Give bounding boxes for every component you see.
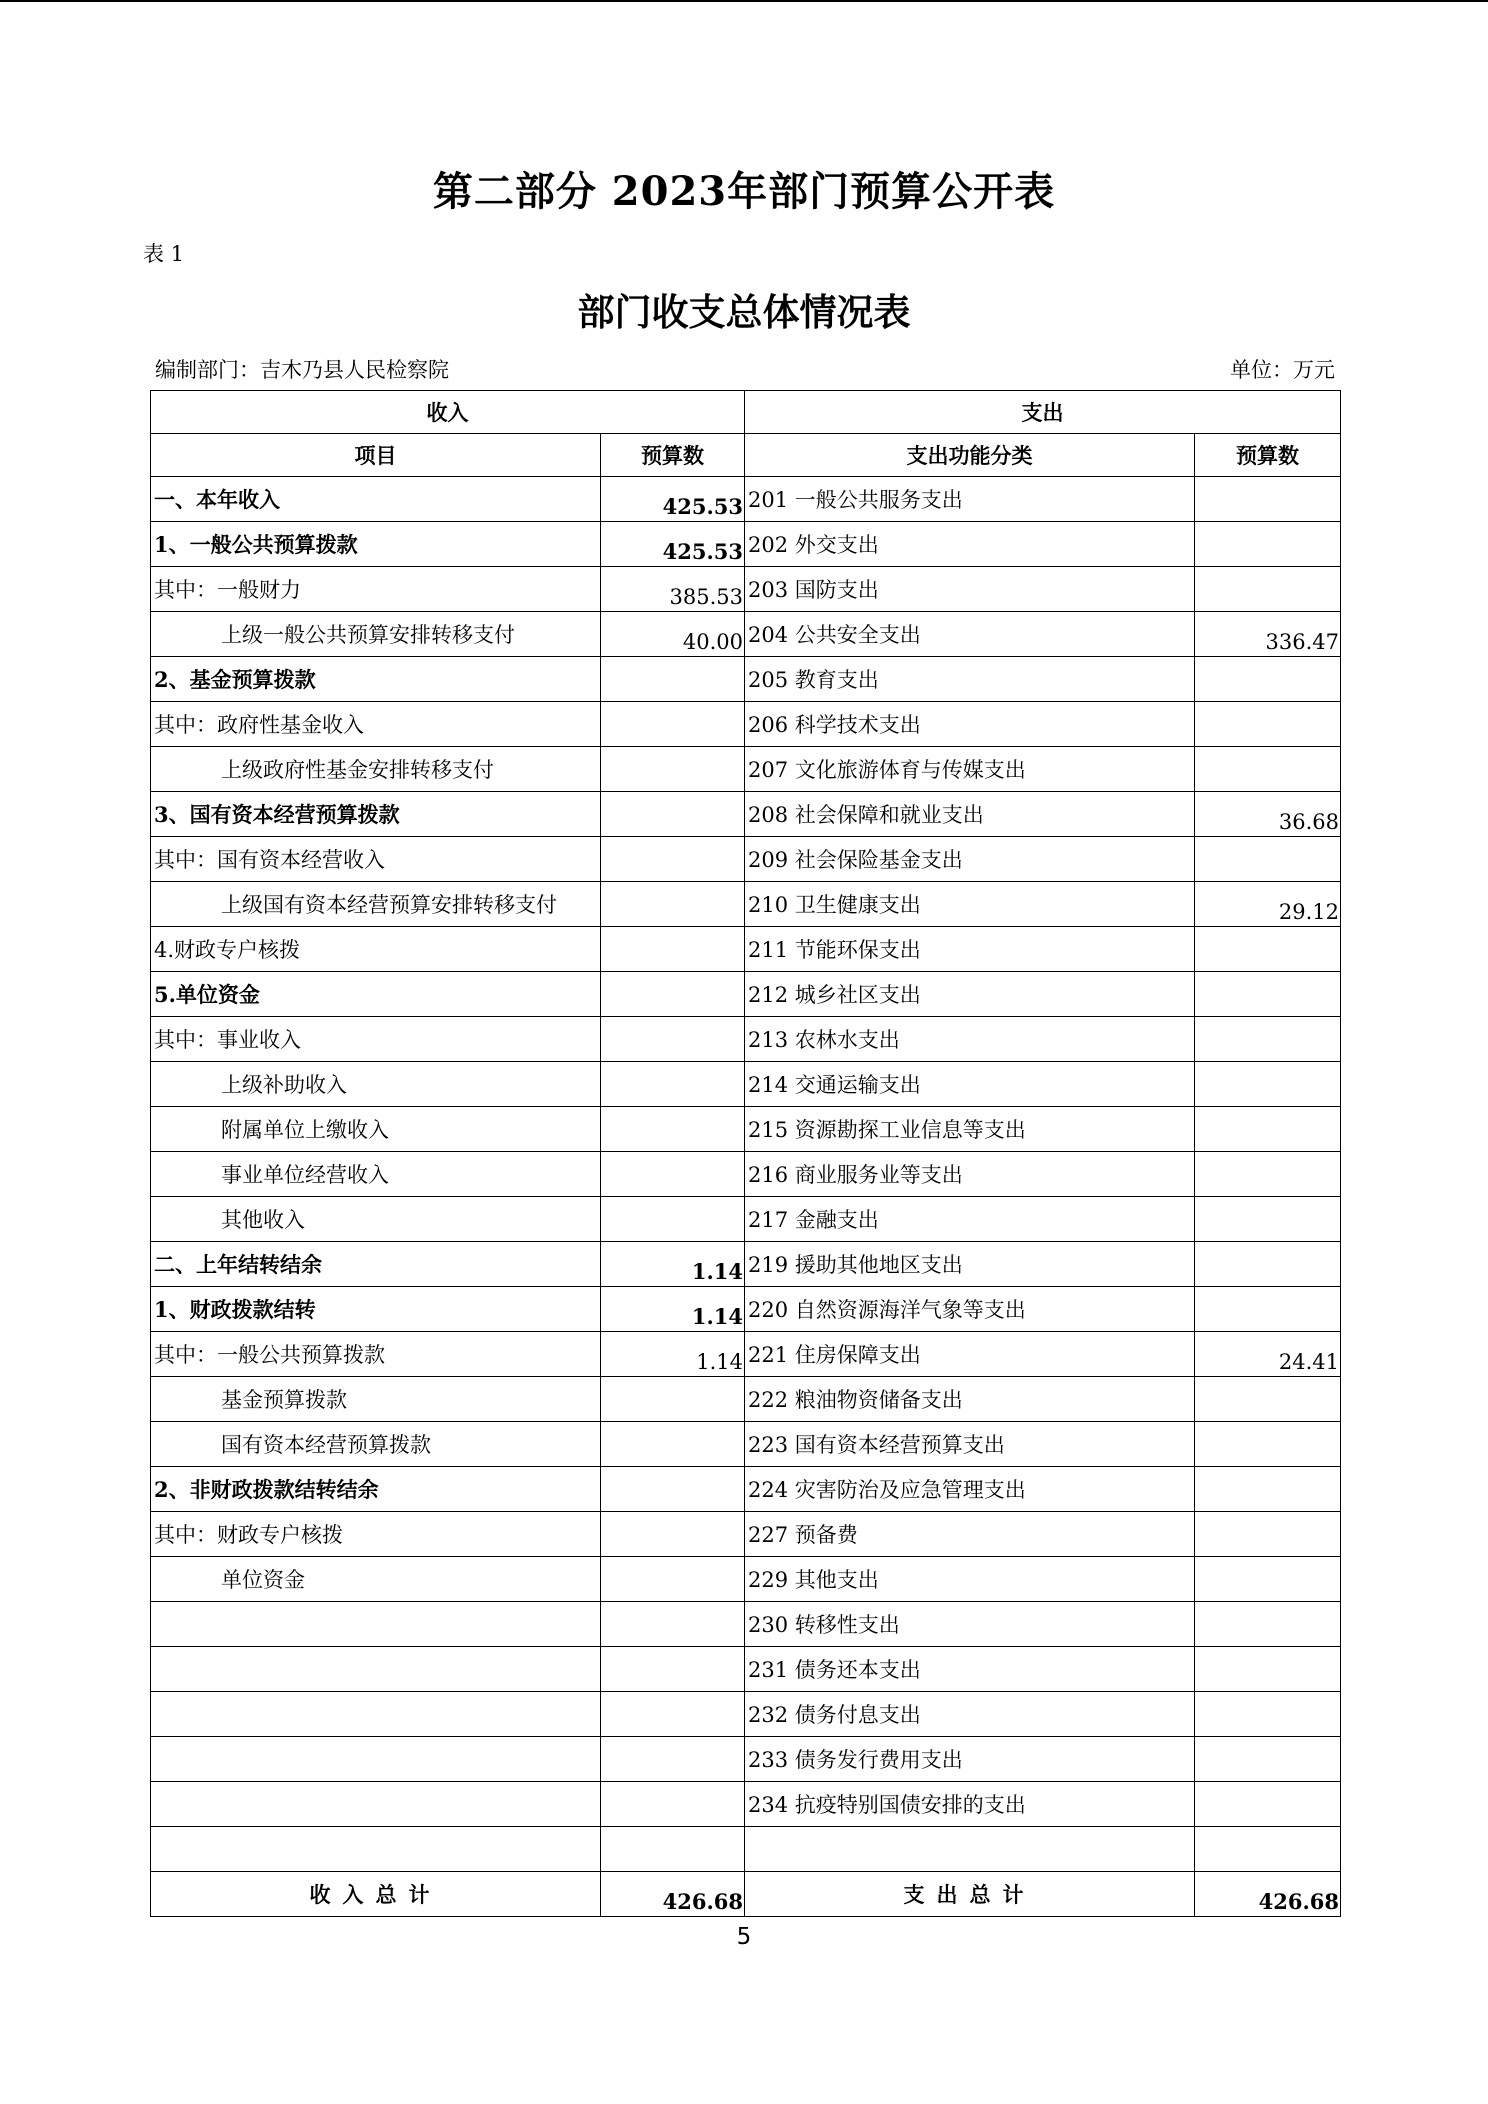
expense-amount-cell bbox=[1195, 1152, 1341, 1197]
table-row bbox=[151, 1782, 1341, 1827]
income-item-cell: 上级国有资本经营预算安排转移支付 bbox=[151, 882, 601, 927]
expense-item-cell: 209 社会保险基金支出 bbox=[745, 837, 1195, 882]
income-item-cell: 事业单位经营收入 bbox=[151, 1152, 601, 1197]
income-amount-cell bbox=[601, 972, 745, 1017]
expense-amount-cell bbox=[1195, 1377, 1341, 1422]
table-row bbox=[151, 522, 1341, 567]
income-amount-cell: 425.53 bbox=[601, 477, 745, 522]
table-row bbox=[151, 1422, 1341, 1467]
table-row bbox=[151, 702, 1341, 747]
expense-amount-cell bbox=[1195, 1422, 1341, 1467]
income-item-cell: 国有资本经营预算拨款 bbox=[151, 1422, 601, 1467]
table-row bbox=[151, 1197, 1341, 1242]
income-amount-cell: 1.14 bbox=[601, 1242, 745, 1287]
expense-amount-cell bbox=[1195, 1782, 1341, 1827]
income-amount-cell bbox=[601, 702, 745, 747]
income-amount-cell bbox=[601, 1782, 745, 1827]
table-row bbox=[151, 1647, 1341, 1692]
expense-amount-cell bbox=[1195, 1017, 1341, 1062]
table-header-row-1 bbox=[151, 391, 1341, 434]
expense-item-cell: 202 外交支出 bbox=[745, 522, 1195, 567]
expense-item-cell: 230 转移性支出 bbox=[745, 1602, 1195, 1647]
page-title: 第二部分 2023年部门预算公开表 bbox=[432, 168, 1056, 215]
income-item-cell: 1、一般公共预算拨款 bbox=[151, 522, 601, 567]
expense-amount-cell bbox=[1195, 522, 1341, 567]
table-row bbox=[151, 1512, 1341, 1557]
income-total-label: 收入总计 bbox=[151, 1872, 601, 1917]
expense-item-cell: 232 债务付息支出 bbox=[745, 1692, 1195, 1737]
table-row bbox=[151, 792, 1341, 837]
income-item-cell bbox=[151, 1737, 601, 1782]
expense-item-cell: 227 预备费 bbox=[745, 1512, 1195, 1557]
income-amount-cell bbox=[601, 1422, 745, 1467]
table-row bbox=[151, 927, 1341, 972]
page-number: 5 bbox=[736, 1924, 752, 1950]
income-amount-cell bbox=[601, 1512, 745, 1557]
expense-item-cell: 206 科学技术支出 bbox=[745, 702, 1195, 747]
table-row bbox=[151, 1107, 1341, 1152]
expense-amount-cell bbox=[1195, 702, 1341, 747]
table-row bbox=[151, 657, 1341, 702]
table-row bbox=[151, 1152, 1341, 1197]
expense-item-cell bbox=[745, 1827, 1195, 1872]
income-amount-cell: 1.14 bbox=[601, 1287, 745, 1332]
income-item-cell bbox=[151, 1602, 601, 1647]
income-amount-cell bbox=[601, 747, 745, 792]
table-row bbox=[151, 972, 1341, 1017]
income-item-cell: 其中：一般财力 bbox=[151, 567, 601, 612]
table-row bbox=[151, 882, 1341, 927]
income-amount-cell bbox=[601, 1467, 745, 1512]
income-item-cell bbox=[151, 1782, 601, 1827]
expense-amount-cell: 36.68 bbox=[1195, 792, 1341, 837]
top-border-line bbox=[0, 0, 1488, 2]
table-row bbox=[151, 1242, 1341, 1287]
expense-amount-cell bbox=[1195, 1557, 1341, 1602]
expense-item-cell: 224 灾害防治及应急管理支出 bbox=[745, 1467, 1195, 1512]
income-item-cell: 一、本年收入 bbox=[151, 477, 601, 522]
total-row bbox=[151, 1872, 1341, 1917]
expense-amount-cell: 336.47 bbox=[1195, 612, 1341, 657]
expense-total-amount: 426.68 bbox=[1195, 1872, 1341, 1917]
income-item-cell bbox=[151, 1647, 601, 1692]
table-row bbox=[151, 477, 1341, 522]
expense-item-cell: 222 粮油物资储备支出 bbox=[745, 1377, 1195, 1422]
expense-amount-cell bbox=[1195, 567, 1341, 612]
expense-amount-cell bbox=[1195, 1647, 1341, 1692]
table-row bbox=[151, 1467, 1341, 1512]
income-amount-header: 预算数 bbox=[601, 434, 745, 477]
table-title: 部门收支总体情况表 bbox=[577, 290, 911, 334]
income-amount-cell bbox=[601, 1197, 745, 1242]
expense-item-cell: 205 教育支出 bbox=[745, 657, 1195, 702]
income-amount-cell bbox=[601, 1737, 745, 1782]
expense-amount-header: 预算数 bbox=[1195, 434, 1341, 477]
expense-item-cell: 215 资源勘探工业信息等支出 bbox=[745, 1107, 1195, 1152]
income-amount-cell bbox=[601, 657, 745, 702]
table-row bbox=[151, 1692, 1341, 1737]
expense-amount-cell bbox=[1195, 1467, 1341, 1512]
table-row bbox=[151, 1017, 1341, 1062]
income-amount-cell bbox=[601, 1602, 745, 1647]
expense-item-header: 支出功能分类 bbox=[745, 434, 1195, 477]
expense-amount-cell bbox=[1195, 1827, 1341, 1872]
table-row bbox=[151, 1737, 1341, 1782]
expense-item-cell: 213 农林水支出 bbox=[745, 1017, 1195, 1062]
expense-item-cell: 217 金融支出 bbox=[745, 1197, 1195, 1242]
expense-item-cell: 231 债务还本支出 bbox=[745, 1647, 1195, 1692]
table-row bbox=[151, 1602, 1341, 1647]
table-row bbox=[151, 1377, 1341, 1422]
expense-amount-cell bbox=[1195, 657, 1341, 702]
income-amount-cell: 1.14 bbox=[601, 1332, 745, 1377]
expense-item-cell: 201 一般公共服务支出 bbox=[745, 477, 1195, 522]
income-total-amount: 426.68 bbox=[601, 1872, 745, 1917]
expense-item-cell: 229 其他支出 bbox=[745, 1557, 1195, 1602]
table-row bbox=[151, 567, 1341, 612]
income-item-cell: 其中：政府性基金收入 bbox=[151, 702, 601, 747]
income-amount-cell bbox=[601, 1827, 745, 1872]
income-item-cell: 上级一般公共预算安排转移支付 bbox=[151, 612, 601, 657]
income-item-cell bbox=[151, 1827, 601, 1872]
expense-item-cell: 207 文化旅游体育与传媒支出 bbox=[745, 747, 1195, 792]
expense-item-cell: 203 国防支出 bbox=[745, 567, 1195, 612]
unit-label: 单位：万元 bbox=[1230, 358, 1335, 382]
expense-amount-cell bbox=[1195, 1242, 1341, 1287]
income-item-cell: 上级政府性基金安排转移支付 bbox=[151, 747, 601, 792]
income-amount-cell: 385.53 bbox=[601, 567, 745, 612]
income-amount-cell bbox=[601, 927, 745, 972]
expense-header: 支出 bbox=[745, 391, 1341, 434]
income-amount-cell bbox=[601, 882, 745, 927]
table-row bbox=[151, 612, 1341, 657]
income-amount-cell bbox=[601, 1377, 745, 1422]
income-item-cell: 上级补助收入 bbox=[151, 1062, 601, 1107]
income-item-cell: 其中：财政专户核拨 bbox=[151, 1512, 601, 1557]
expense-item-cell: 204 公共安全支出 bbox=[745, 612, 1195, 657]
income-item-cell: 其中：国有资本经营收入 bbox=[151, 837, 601, 882]
expense-amount-cell: 29.12 bbox=[1195, 882, 1341, 927]
table-row bbox=[151, 1287, 1341, 1332]
income-item-cell: 单位资金 bbox=[151, 1557, 601, 1602]
income-item-cell: 2、基金预算拨款 bbox=[151, 657, 601, 702]
compiling-department: 编制部门：吉木乃县人民检察院 bbox=[155, 358, 449, 382]
income-amount-cell bbox=[601, 1152, 745, 1197]
expense-item-cell: 234 抗疫特别国债安排的支出 bbox=[745, 1782, 1195, 1827]
income-amount-cell bbox=[601, 1062, 745, 1107]
expense-item-cell: 233 债务发行费用支出 bbox=[745, 1737, 1195, 1782]
income-header: 收入 bbox=[151, 391, 745, 434]
income-amount-cell: 425.53 bbox=[601, 522, 745, 567]
expense-item-cell: 216 商业服务业等支出 bbox=[745, 1152, 1195, 1197]
expense-amount-cell bbox=[1195, 972, 1341, 1017]
income-amount-cell bbox=[601, 1017, 745, 1062]
expense-item-cell: 211 节能环保支出 bbox=[745, 927, 1195, 972]
expense-amount-cell bbox=[1195, 927, 1341, 972]
expense-amount-cell bbox=[1195, 477, 1341, 522]
income-item-cell: 5.单位资金 bbox=[151, 972, 601, 1017]
expense-amount-cell bbox=[1195, 747, 1341, 792]
table-row bbox=[151, 747, 1341, 792]
income-item-cell: 附属单位上缴收入 bbox=[151, 1107, 601, 1152]
expense-amount-cell bbox=[1195, 1062, 1341, 1107]
income-item-cell: 其中：一般公共预算拨款 bbox=[151, 1332, 601, 1377]
table-header-row-2 bbox=[151, 434, 1341, 477]
table-row bbox=[151, 1827, 1341, 1872]
income-amount-cell bbox=[601, 1557, 745, 1602]
expense-item-cell: 221 住房保障支出 bbox=[745, 1332, 1195, 1377]
expense-item-cell: 219 援助其他地区支出 bbox=[745, 1242, 1195, 1287]
income-amount-cell bbox=[601, 792, 745, 837]
budget-table bbox=[150, 390, 1341, 1917]
expense-total-label: 支出总计 bbox=[745, 1872, 1195, 1917]
income-amount-cell bbox=[601, 1107, 745, 1152]
expense-item-cell: 220 自然资源海洋气象等支出 bbox=[745, 1287, 1195, 1332]
income-item-cell: 二、上年结转结余 bbox=[151, 1242, 601, 1287]
income-amount-cell bbox=[601, 837, 745, 882]
table-number: 表 1 bbox=[143, 242, 185, 266]
table-row bbox=[151, 1332, 1341, 1377]
expense-amount-cell: 24.41 bbox=[1195, 1332, 1341, 1377]
income-amount-cell bbox=[601, 1647, 745, 1692]
income-item-cell: 4.财政专户核拨 bbox=[151, 927, 601, 972]
expense-item-cell: 210 卫生健康支出 bbox=[745, 882, 1195, 927]
income-amount-cell: 40.00 bbox=[601, 612, 745, 657]
income-item-cell bbox=[151, 1692, 601, 1737]
income-amount-cell bbox=[601, 1692, 745, 1737]
expense-amount-cell bbox=[1195, 1197, 1341, 1242]
expense-amount-cell bbox=[1195, 837, 1341, 882]
income-item-cell: 2、非财政拨款结转结余 bbox=[151, 1467, 601, 1512]
table-row bbox=[151, 1062, 1341, 1107]
expense-amount-cell bbox=[1195, 1512, 1341, 1557]
table-row bbox=[151, 837, 1341, 882]
income-item-cell: 其中：事业收入 bbox=[151, 1017, 601, 1062]
expense-amount-cell bbox=[1195, 1107, 1341, 1152]
income-item-cell: 3、国有资本经营预算拨款 bbox=[151, 792, 601, 837]
expense-item-cell: 208 社会保障和就业支出 bbox=[745, 792, 1195, 837]
expense-amount-cell bbox=[1195, 1692, 1341, 1737]
income-item-cell: 其他收入 bbox=[151, 1197, 601, 1242]
expense-item-cell: 212 城乡社区支出 bbox=[745, 972, 1195, 1017]
expense-item-cell: 223 国有资本经营预算支出 bbox=[745, 1422, 1195, 1467]
table-row bbox=[151, 1557, 1341, 1602]
expense-amount-cell bbox=[1195, 1602, 1341, 1647]
expense-amount-cell bbox=[1195, 1287, 1341, 1332]
expense-amount-cell bbox=[1195, 1737, 1341, 1782]
income-item-cell: 1、财政拨款结转 bbox=[151, 1287, 601, 1332]
income-item-header: 项目 bbox=[151, 434, 601, 477]
expense-item-cell: 214 交通运输支出 bbox=[745, 1062, 1195, 1107]
income-item-cell: 基金预算拨款 bbox=[151, 1377, 601, 1422]
